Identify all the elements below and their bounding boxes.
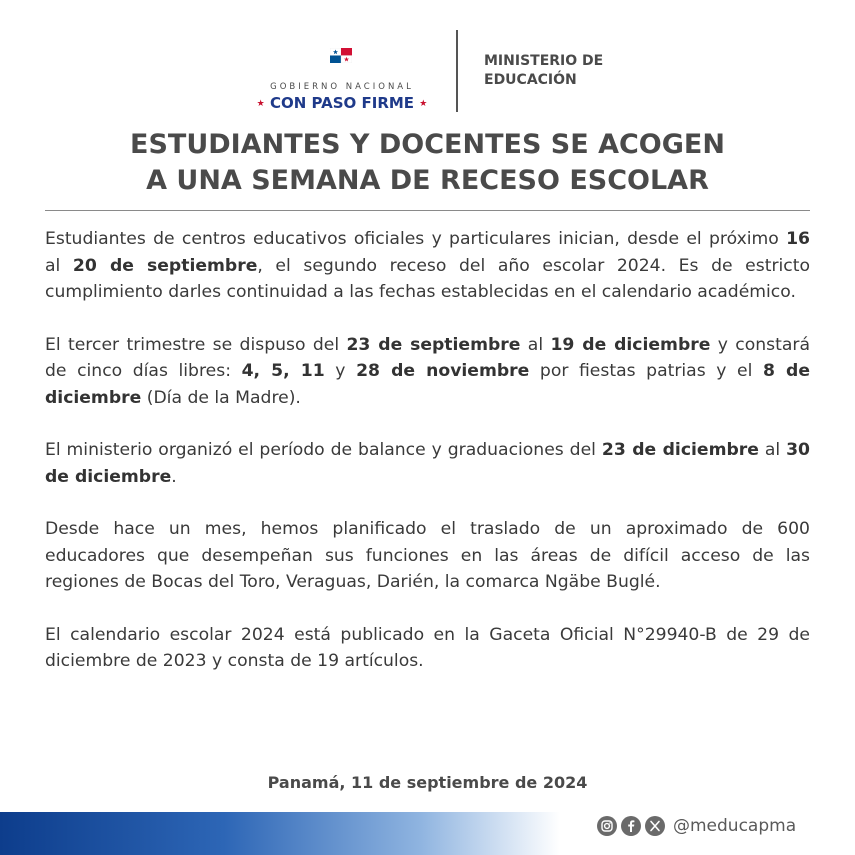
- text: por fiestas patrias y el: [529, 361, 763, 381]
- title-divider: [45, 210, 810, 211]
- text: (Día de la Madre).: [141, 387, 301, 408]
- paragraph-3: [45, 437, 810, 490]
- text: al: [758, 440, 787, 460]
- text: Estudiantes de centros educativos oficiales y particulares inician, desde el próximo: [45, 229, 787, 249]
- article-body: [45, 226, 810, 701]
- gobierno-nacional-logo: [250, 46, 434, 112]
- facebook-icon[interactable]: [621, 816, 641, 836]
- text: al: [45, 255, 73, 276]
- paragraph-4: Desde hace un mes, hemos planificado el traslado de un aproximado de 600 educadores que desempeñan sus funciones en las áreas de difícil acceso de las regiones de Bocas del Toro, Veraguas, Darién, la comarca Ngäbe Buglé.: [45, 519, 810, 592]
- star-icon: ★: [419, 99, 428, 109]
- text: al: [520, 334, 551, 355]
- bold-date: 28 de noviembre: [356, 361, 530, 381]
- bold-date: 23 de diciembre: [601, 440, 759, 460]
- bold-date: 20 de septiembre: [72, 255, 258, 276]
- text: El ministerio organizó el período de balance y graduaciones del: [45, 440, 602, 460]
- header-divider: [456, 30, 458, 112]
- title-line1: ESTUDIANTES Y DOCENTES SE ACOGEN: [130, 129, 725, 160]
- bold-date: 16: [786, 229, 810, 249]
- ministry-name: [484, 52, 603, 90]
- panama-flag-icon: [330, 48, 352, 63]
- social-links: [597, 815, 796, 837]
- ministry-line2: EDUCACIÓN: [484, 72, 577, 88]
- title-line2: A UNA SEMANA DE RECESO ESCOLAR: [146, 165, 709, 196]
- bold-date: 8 de diciembre: [45, 361, 810, 408]
- paragraph-5: El calendario escolar 2024 está publicado en la Gaceta Oficial N°29940-B de 29 de diciembre de 2023 y consta de 19 artículos.: [45, 624, 810, 671]
- page-title: [0, 127, 855, 199]
- publication-date: Panamá, 11 de septiembre de 2024: [267, 773, 588, 792]
- header: [0, 30, 855, 112]
- paragraph-2: [45, 332, 810, 412]
- gov-line2: [250, 94, 434, 112]
- ministry-line1: MINISTERIO DE: [484, 53, 604, 69]
- star-icon: ★: [256, 99, 265, 109]
- paragraph-1: [45, 226, 810, 306]
- text: y: [324, 361, 357, 381]
- bold-date: 19 de diciembre: [550, 334, 711, 355]
- text: y constará de cinco días libres:: [45, 334, 810, 381]
- text: .: [171, 466, 177, 487]
- footer-color-bar: [0, 812, 560, 855]
- gov-line1: GOBIERNO NACIONAL: [270, 82, 414, 92]
- bold-date: 23 de septiembre: [346, 334, 521, 355]
- instagram-icon[interactable]: [597, 816, 617, 836]
- bold-date: 4, 5, 11: [241, 361, 325, 381]
- bold-date: 30 de diciembre: [45, 440, 811, 487]
- text: El tercer trimestre se dispuso del: [45, 334, 347, 355]
- text: , el segundo receso del año escolar 2024. Es de estricto cumplimiento darles continuidad a las fechas establecidas en el calendario académico.: [45, 255, 810, 302]
- x-icon[interactable]: [645, 816, 665, 836]
- gov-slogan: CON PASO FIRME: [269, 94, 415, 112]
- social-handle[interactable]: @meducapma: [673, 816, 797, 836]
